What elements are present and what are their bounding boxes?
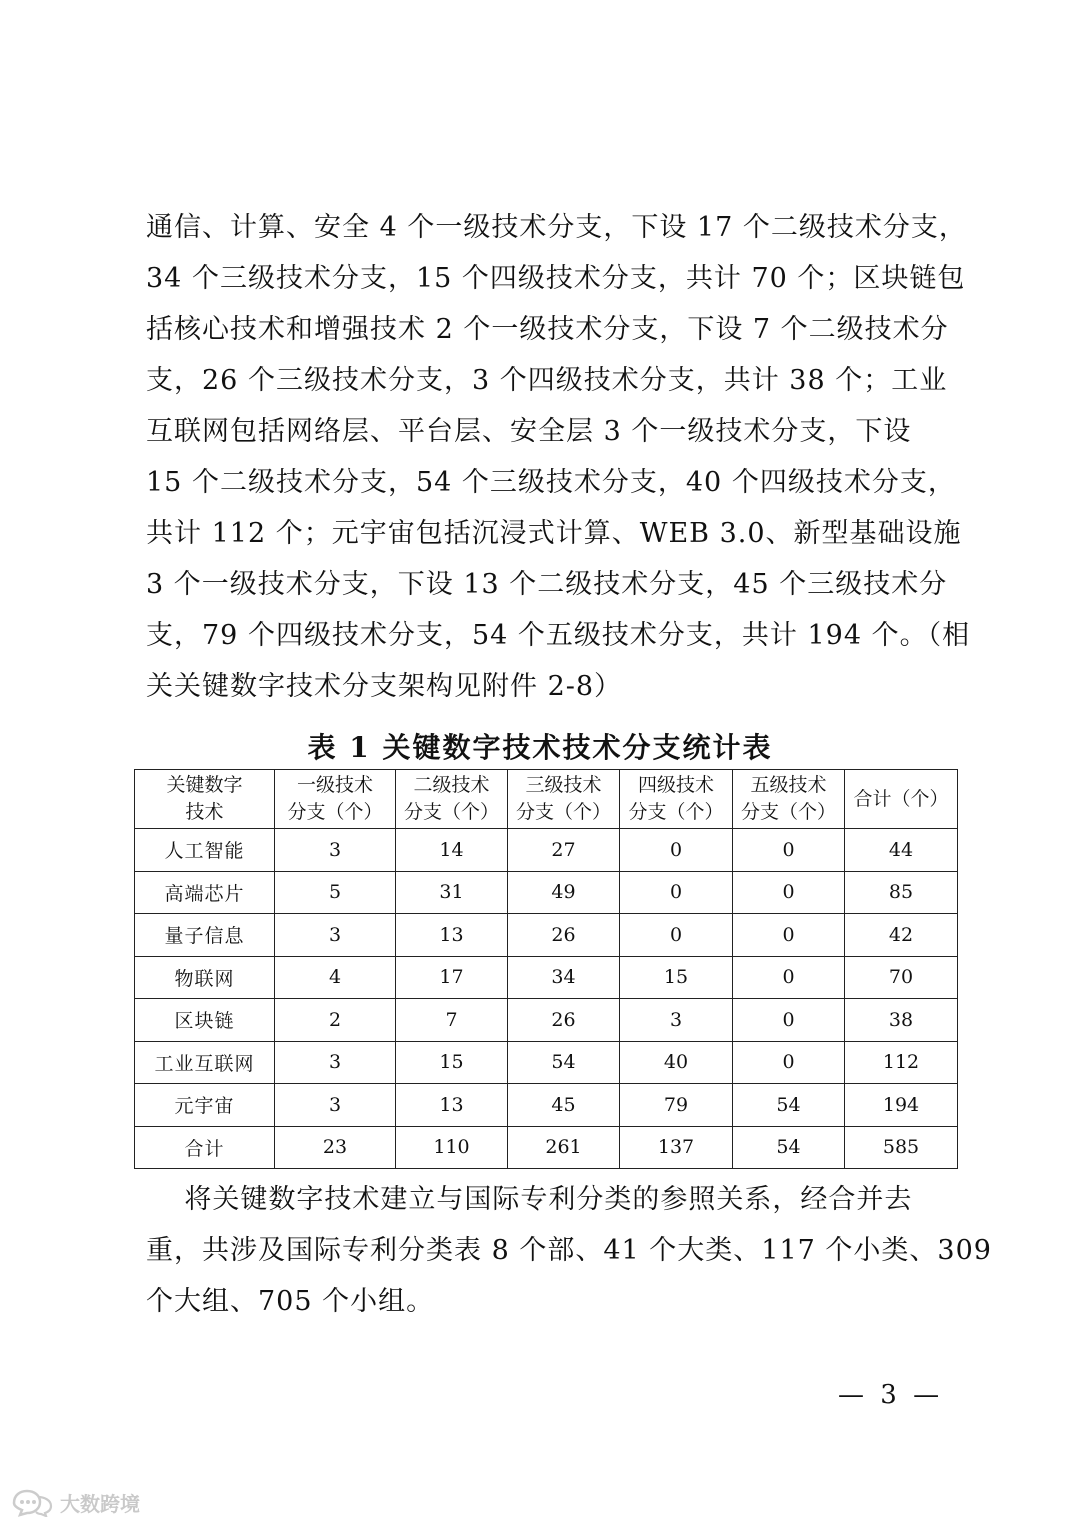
header-tech: 关键数字 技术 [135, 770, 275, 829]
paragraph-line: 共计 112 个；元宇宙包括沉浸式计算、WEB 3.0、新型基础设施 [146, 518, 962, 549]
table-row [135, 871, 958, 914]
cell-value: 34 [508, 956, 620, 999]
header-level-3: 三级技术 分支（个） [508, 770, 620, 829]
table-row [135, 999, 958, 1042]
cell-tech-name: 合计 [135, 1126, 275, 1169]
cell-value: 4 [275, 956, 396, 999]
header-level-5: 五级技术 分支（个） [733, 770, 845, 829]
cell-total: 42 [845, 914, 958, 957]
cell-value: 5 [275, 871, 396, 914]
cell-value: 13 [396, 1084, 508, 1127]
cell-value: 40 [620, 1041, 733, 1084]
header-level-4: 四级技术 分支（个） [620, 770, 733, 829]
cell-value: 3 [275, 1041, 396, 1084]
cell-value: 0 [733, 829, 845, 872]
watermark-text: 大数跨境 [60, 1492, 140, 1516]
cell-tech-name: 物联网 [135, 956, 275, 999]
paragraph-line: 15 个二级技术分支，54 个三级技术分支，40 个四级技术分支， [146, 467, 956, 498]
cell-value: 0 [733, 999, 845, 1042]
cell-value: 26 [508, 999, 620, 1042]
cell-value: 45 [508, 1084, 620, 1127]
cell-total: 38 [845, 999, 958, 1042]
page-number: — 3 — [838, 1380, 944, 1410]
table-title: 表 1 关键数字技术技术分支统计表 [307, 731, 773, 764]
cell-value: 137 [620, 1126, 733, 1169]
body-paragraph-2 [146, 1174, 992, 1327]
cell-tech-name: 量子信息 [135, 914, 275, 957]
cell-value: 3 [275, 1084, 396, 1127]
paragraph-line: 支，26 个三级技术分支，3 个四级技术分支，共计 38 个；工业 [146, 365, 948, 396]
cell-value: 27 [508, 829, 620, 872]
cell-value: 79 [620, 1084, 733, 1127]
cell-tech-name: 人工智能 [135, 829, 275, 872]
cell-value: 49 [508, 871, 620, 914]
cell-value: 2 [275, 999, 396, 1042]
cell-value: 17 [396, 956, 508, 999]
cell-value: 261 [508, 1126, 620, 1169]
header-level-2: 二级技术 分支（个） [396, 770, 508, 829]
cell-value: 0 [620, 829, 733, 872]
cell-total: 70 [845, 956, 958, 999]
paragraph-line: 通信、计算、安全 4 个一级技术分支，下设 17 个二级技术分支， [146, 212, 967, 243]
cell-tech-name: 工业互联网 [135, 1041, 275, 1084]
cell-value: 31 [396, 871, 508, 914]
table-row [135, 914, 958, 957]
cell-value: 54 [733, 1084, 845, 1127]
header-total: 合计（个） [845, 770, 958, 829]
cell-tech-name: 区块链 [135, 999, 275, 1042]
table-row [135, 1084, 958, 1127]
cell-value: 0 [733, 871, 845, 914]
paragraph-line: 34 个三级技术分支，15 个四级技术分支，共计 70 个；区块链包 [146, 263, 966, 294]
chat-bubble-logo-icon [10, 1489, 54, 1517]
cell-value: 54 [508, 1041, 620, 1084]
cell-total: 112 [845, 1041, 958, 1084]
paragraph-line: 互联网包括网络层、平台层、安全层 3 个一级技术分支，下设 [146, 416, 912, 447]
table-row [135, 956, 958, 999]
table-header-row [135, 770, 958, 829]
cell-value: 23 [275, 1126, 396, 1169]
cell-value: 7 [396, 999, 508, 1042]
cell-value: 54 [733, 1126, 845, 1169]
table-row [135, 1041, 958, 1084]
cell-value: 110 [396, 1126, 508, 1169]
body-paragraph-1 [146, 202, 971, 712]
tech-branch-stats-table [134, 769, 958, 1169]
cell-value: 15 [396, 1041, 508, 1084]
table-row [135, 829, 958, 872]
cell-value: 0 [620, 914, 733, 957]
cell-value: 0 [733, 914, 845, 957]
cell-value: 0 [620, 871, 733, 914]
cell-total: 44 [845, 829, 958, 872]
header-level-1: 一级技术 分支（个） [275, 770, 396, 829]
cell-value: 0 [733, 956, 845, 999]
cell-total: 85 [845, 871, 958, 914]
paragraph-line: 括核心技术和增强技术 2 个一级技术分支，下设 7 个二级技术分 [146, 314, 949, 345]
cell-value: 3 [620, 999, 733, 1042]
cell-value: 26 [508, 914, 620, 957]
cell-total: 194 [845, 1084, 958, 1127]
cell-value: 3 [275, 914, 396, 957]
paragraph-line: 支，79 个四级技术分支，54 个五级技术分支，共计 194 个。（相 [146, 620, 971, 651]
paragraph-line: 将关键数字技术建立与国际专利分类的参照关系，经合并去 [146, 1184, 913, 1215]
cell-value: 0 [733, 1041, 845, 1084]
cell-value: 3 [275, 829, 396, 872]
cell-value: 15 [620, 956, 733, 999]
paragraph-line: 关关键数字技术分支架构见附件 2-8） [146, 671, 623, 702]
cell-total: 585 [845, 1126, 958, 1169]
watermark [10, 1488, 140, 1517]
cell-tech-name: 元宇宙 [135, 1084, 275, 1127]
paragraph-line: 重，共涉及国际专利分类表 8 个部、41 个大类、117 个小类、309 [146, 1235, 992, 1266]
cell-tech-name: 高端芯片 [135, 871, 275, 914]
paragraph-line: 3 个一级技术分支，下设 13 个二级技术分支，45 个三级技术分 [146, 569, 948, 600]
cell-value: 13 [396, 914, 508, 957]
table-total-row [135, 1126, 958, 1169]
paragraph-line: 个大组、705 个小组。 [146, 1286, 435, 1317]
cell-value: 14 [396, 829, 508, 872]
